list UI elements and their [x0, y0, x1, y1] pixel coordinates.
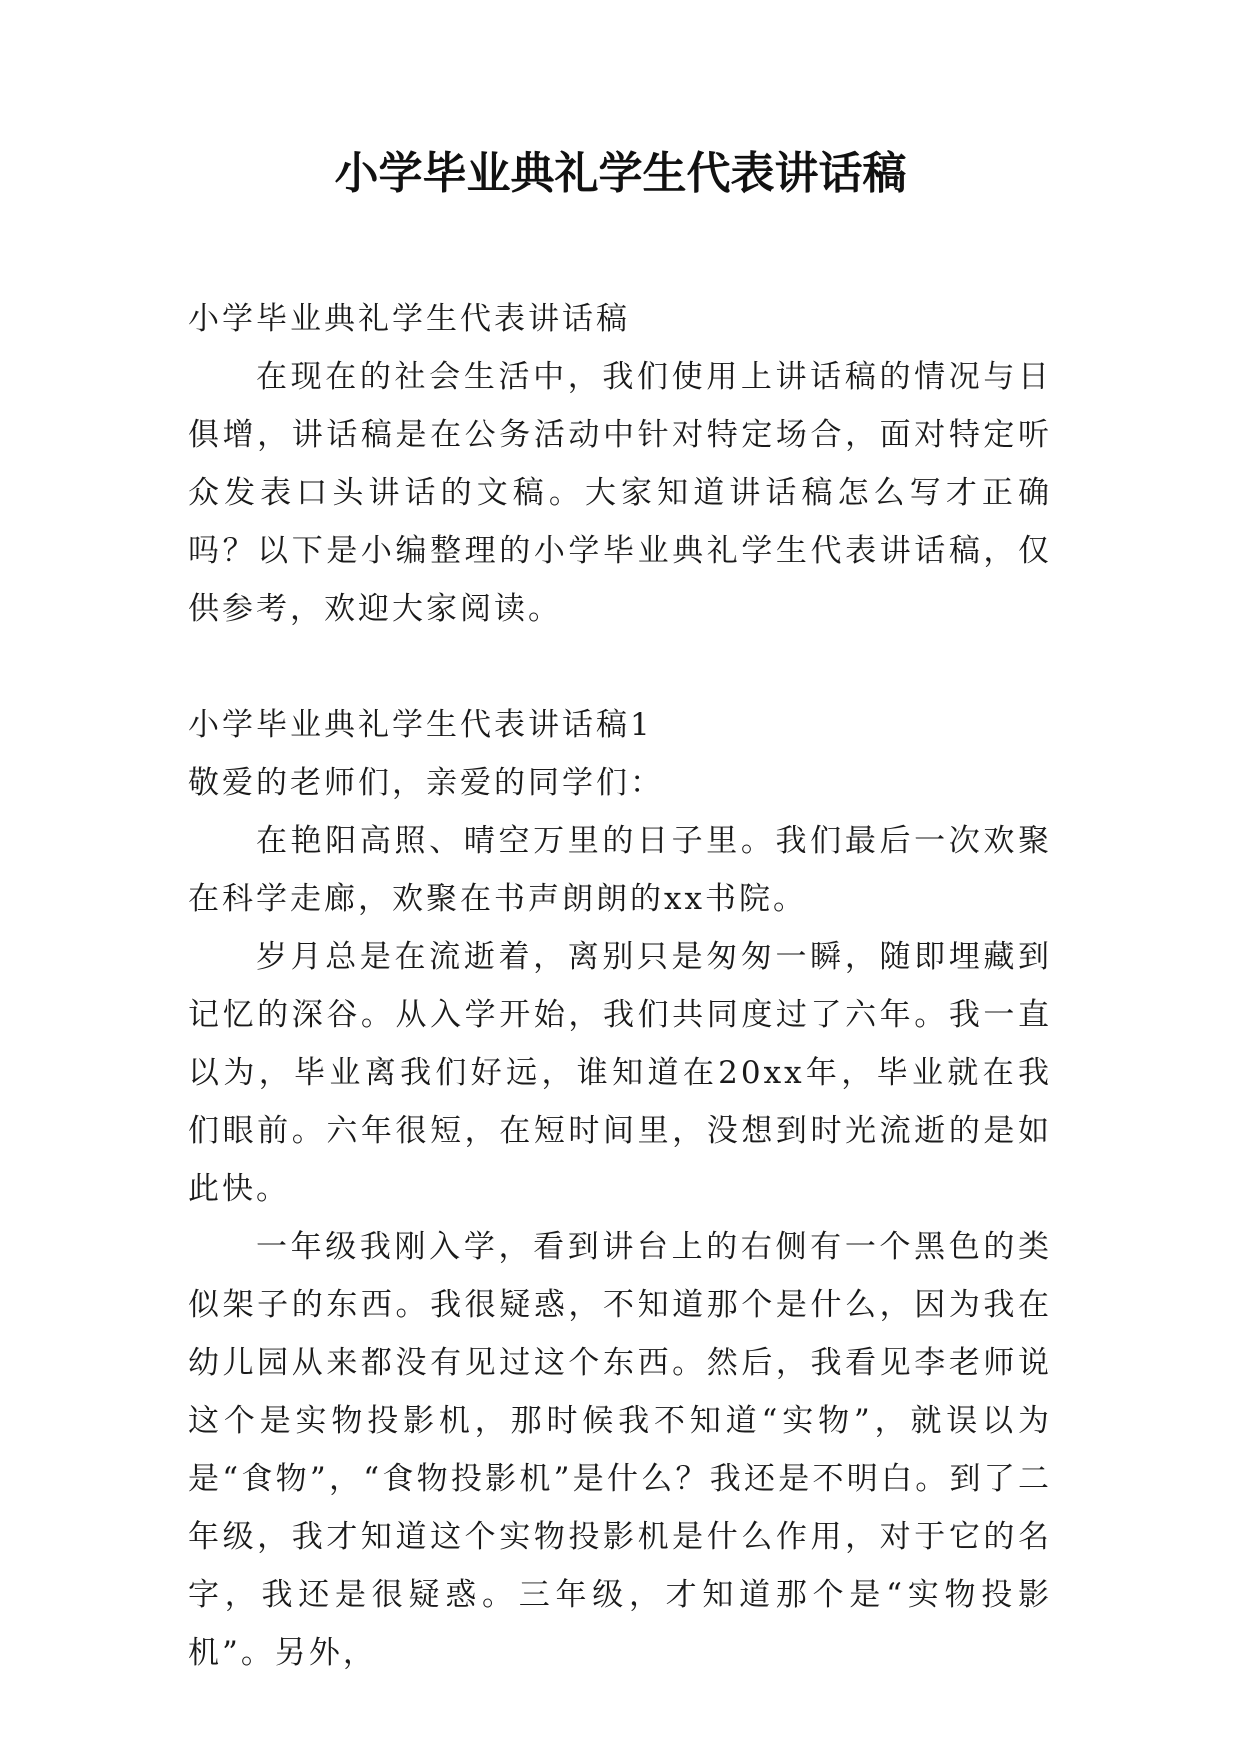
- document-subtitle: 小学毕业典礼学生代表讲话稿: [188, 301, 630, 337]
- body-paragraph-3: 一年级我刚入学，看到讲台上的右侧有一个黑色的类似架子的东西。我很疑惑，不知道那个是什么，因为我在幼儿园从来都没有见过这个东西。然后，我看见李老师说这个是实物投影机，那时候我不知道“实物”，就误以为是“食物”，“食物投影机”是什么？我还是不明白。到了二年级，我才知道这个实物投影机是什么作用，对于它的名字，我还是很疑惑。三年级，才知道那个是“实物投影机”。另外，: [188, 1229, 1052, 1671]
- document-title: 小学毕业典礼学生代表讲话稿: [334, 148, 907, 199]
- intro-paragraph: 在现在的社会生活中，我们使用上讲话稿的情况与日俱增，讲话稿是在公务活动中针对特定场合，面对特定听众发表口头讲话的文稿。大家知道讲话稿怎么写才正确吗？以下是小编整理的小学毕业典礼学生代表讲话稿，仅供参考，欢迎大家阅读。: [188, 359, 1052, 627]
- document-body: [188, 290, 1052, 1682]
- greeting: 敬爱的老师们，亲爱的同学们：: [188, 765, 664, 801]
- paragraph-spacer: [188, 638, 1052, 696]
- section-heading: 小学毕业典礼学生代表讲话稿1: [188, 707, 653, 743]
- body-paragraph-2: 岁月总是在流逝着，离别只是匆匆一瞬，随即埋藏到记忆的深谷。从入学开始，我们共同度过了六年。我一直以为，毕业离我们好远，谁知道在20xx年，毕业就在我们眼前。六年很短，在短时间里，没想到时光流逝的是如此快。: [188, 939, 1052, 1207]
- body-paragraph-1: 在艳阳高照、晴空万里的日子里。我们最后一次欢聚在科学走廊，欢聚在书声朗朗的xx书院。: [188, 823, 1052, 917]
